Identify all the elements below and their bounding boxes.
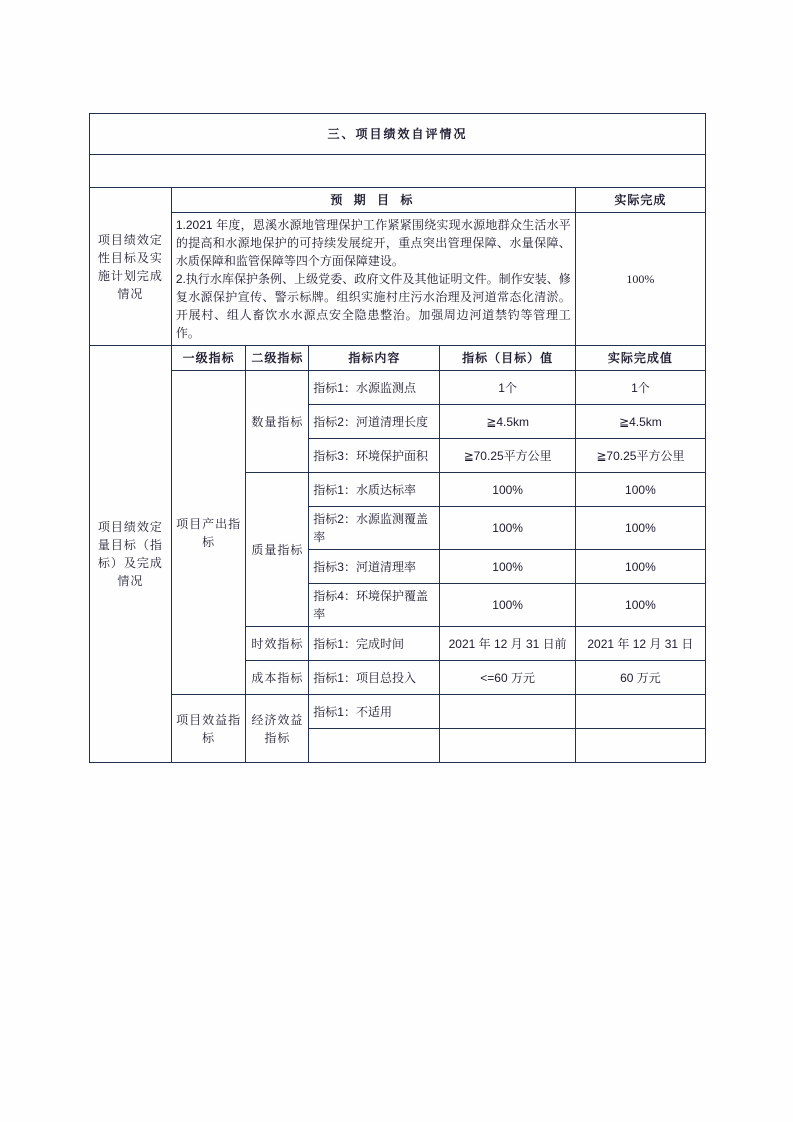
report-sheet <box>89 113 706 763</box>
indicator-actual: 100% <box>575 584 705 627</box>
level2-economic: 经济效益指标 <box>246 695 309 763</box>
qualitative-paragraph-1: 1.2021 年度，恩溪水源地管理保护工作紧紧围绕实现水源地群众生活水平的提高和水源地保护的可持续发展绽开，重点突出管理保障、水量保障、水质保障和监管保障等四个方面保障建设。 <box>175 218 571 268</box>
col-expected-header: 预 期 目 标 <box>171 188 575 213</box>
section-title: 三、项目绩效自评情况 <box>90 114 706 155</box>
indicator-actual: ≧4.5km <box>575 405 705 439</box>
indicator-content: 指标1：水源监测点 <box>309 371 440 405</box>
indicator-actual <box>575 695 705 729</box>
indicator-actual: 1个 <box>575 371 705 405</box>
indicator-target: 1个 <box>440 371 575 405</box>
indicator-actual: 60 万元 <box>575 661 705 695</box>
level1-benefit: 项目效益指标 <box>171 695 246 763</box>
indicator-actual: 100% <box>575 473 705 507</box>
quantitative-row-label: 项目绩效定量目标（指标）及完成情况 <box>90 346 172 763</box>
indicator-actual-blank <box>575 729 705 763</box>
qualitative-actual-value: 100% <box>575 213 705 346</box>
spacer-cell <box>90 155 706 188</box>
indicator-actual: 2021 年 12 月 31 日 <box>575 627 705 661</box>
indicator-target: <=60 万元 <box>440 661 575 695</box>
indicator-target: ≧4.5km <box>440 405 575 439</box>
header-target: 指标（目标）值 <box>440 346 575 371</box>
indicator-target: ≧70.25平方公里 <box>440 439 575 473</box>
table-row <box>90 695 706 729</box>
indicator-target <box>440 695 575 729</box>
header-level2: 二级指标 <box>246 346 309 371</box>
table-row <box>90 188 706 213</box>
table-row <box>90 114 706 155</box>
indicator-target: 2021 年 12 月 31 日前 <box>440 627 575 661</box>
indicator-content: 指标1：完成时间 <box>309 627 440 661</box>
level2-quantity: 数量指标 <box>246 371 309 473</box>
level1-output: 项目产出指标 <box>171 371 246 695</box>
header-content: 指标内容 <box>309 346 440 371</box>
indicator-content: 指标1：水质达标率 <box>309 473 440 507</box>
indicator-content: 指标2：河道清理长度 <box>309 405 440 439</box>
level2-quality: 质量指标 <box>246 473 309 627</box>
performance-table <box>89 113 706 763</box>
header-actual: 实际完成值 <box>575 346 705 371</box>
header-level1: 一级指标 <box>171 346 246 371</box>
qualitative-row-label: 项目绩效定性目标及实施计划完成情况 <box>90 188 172 346</box>
level2-cost: 成本指标 <box>246 661 309 695</box>
indicator-target: 100% <box>440 507 575 550</box>
table-row <box>90 346 706 371</box>
indicator-target: 100% <box>440 550 575 584</box>
indicator-content: 指标1：项目总投入 <box>309 661 440 695</box>
qualitative-paragraph-2: 2.执行水库保护条例、上级党委、政府文件及其他证明文件。制作安装、修复水源保护宣传、警示标牌。组织实施村庄污水治理及河道常态化清淤。开展村、组人畜饮水水源点安全隐患整治。加强周边河道禁钓等管理工作。 <box>175 272 571 340</box>
table-row <box>90 155 706 188</box>
indicator-content: 指标3：河道清理率 <box>309 550 440 584</box>
col-actual-header: 实际完成 <box>575 188 705 213</box>
level2-timeliness: 时效指标 <box>246 627 309 661</box>
indicator-content: 指标4：环境保护覆盖率 <box>309 584 440 627</box>
indicator-actual: 100% <box>575 507 705 550</box>
table-row <box>90 371 706 405</box>
indicator-target-blank <box>440 729 575 763</box>
indicator-target: 100% <box>440 584 575 627</box>
indicator-content: 指标3：环境保护面积 <box>309 439 440 473</box>
indicator-actual: 100% <box>575 550 705 584</box>
indicator-content: 指标2：水源监测覆盖率 <box>309 507 440 550</box>
indicator-actual: ≧70.25平方公里 <box>575 439 705 473</box>
indicator-content-blank <box>309 729 440 763</box>
indicator-target: 100% <box>440 473 575 507</box>
table-row <box>90 213 706 346</box>
indicator-content: 指标1：不适用 <box>309 695 440 729</box>
qualitative-expected-text <box>171 213 575 346</box>
